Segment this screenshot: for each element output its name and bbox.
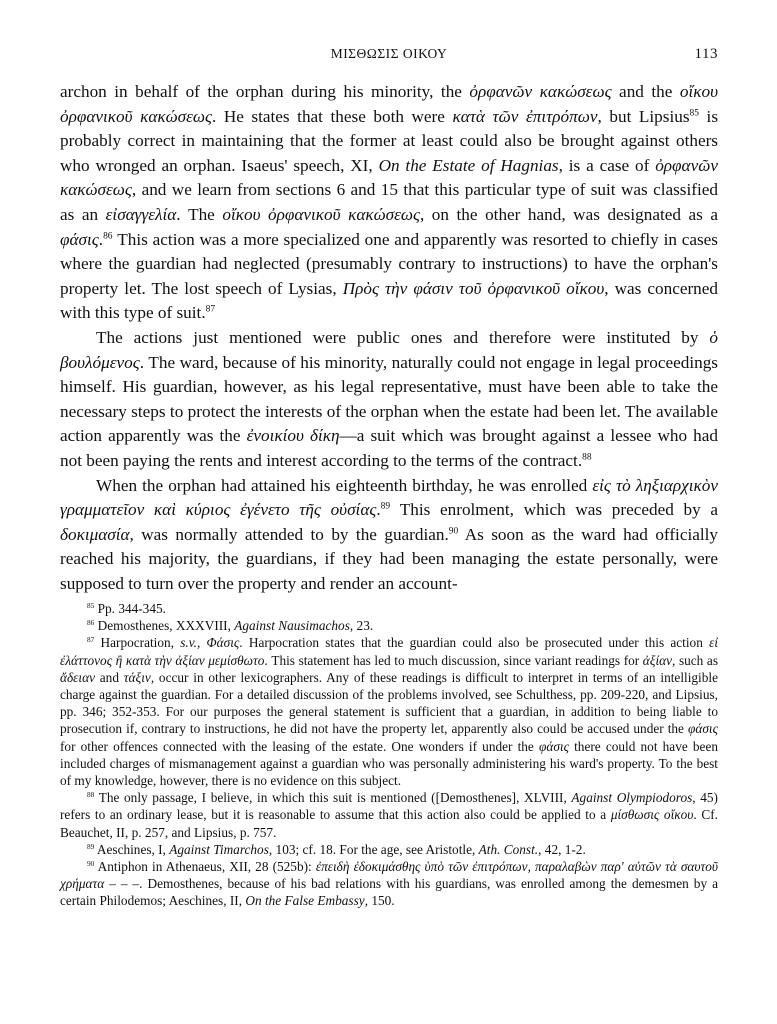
- footnote: [60, 634, 718, 789]
- italic-title: Against Nausimachos: [234, 618, 350, 634]
- text-run: .: [98, 229, 104, 249]
- footnote-ref: 86: [103, 230, 113, 241]
- text-run: , 103; cf. 18. For the age, see Aristotle,: [268, 841, 479, 857]
- text-run: .: [376, 500, 381, 520]
- text-run: Antiphon in Athenaeus, XII, 28 (525b):: [94, 859, 316, 875]
- text-run: there could not have been included charges of mismanagement against a guardian who was personally administering his ward's property. To the best of my knowledge, however, there is no evidence on this subject.: [60, 738, 718, 789]
- greek-term: ἄδειαν: [60, 669, 95, 685]
- paragraph: [60, 326, 718, 474]
- text-run: Pp. 344-345.: [94, 601, 166, 616]
- italic-term: s.v.: [180, 635, 197, 651]
- text-run: archon in behalf of the orphan during his minority, the: [60, 82, 470, 101]
- text-run: The actions just mentioned were public ones and therefore were instituted by: [96, 327, 710, 347]
- footnote: [60, 617, 718, 634]
- greek-term: κατὰ τῶν ἐπιτρόπων: [452, 106, 598, 126]
- greek-term: εἰς τὸ ληξιαρχικὸν γραμματεῖον καὶ κύριος ἐγένετο τῆς οὐσίας: [60, 475, 718, 520]
- text-run: This action was a more specialized one and apparently was resorted to chiefly in cases where the guardian had neglected (presumably contrary to instructions) to have the orphan's property let. The lost speech of Lysias,: [60, 229, 718, 298]
- text-run: , 23.: [349, 618, 374, 634]
- text-run: As soon as the ward had officially reached his majority, the guardians, if they had been managing the estate personally, were supposed to turn over the property and render an account-: [60, 524, 718, 593]
- paragraph: [60, 474, 718, 597]
- text-run: for other offences connected with the leasing of the estate. One wonders if under the: [60, 738, 539, 754]
- footnote-number: 89: [87, 841, 95, 851]
- footnote-number: 85: [87, 600, 95, 610]
- text-run: , occur in other lexicographers. Any of these readings is difficult to interpret in terms of an intelligible charge against the guardian. For a detailed discussion of the problems involved, see Schulthess, pp. 209-220, and Lipsius, pp. 346; 352-353. For our purposes the general statement is sufficient that a guardian, in addition to being liable to prosecution if, contrary to instructions, he did not have the property let, apparently also could be accused under the: [60, 669, 718, 737]
- main-text: [60, 80, 718, 596]
- text-run: , was normally attended to by the guardian.: [129, 524, 449, 544]
- text-run: . This statement has led to much discussion, since variant readings for: [264, 652, 643, 668]
- greek-term: ἐνοικίου δίκη: [246, 426, 340, 446]
- text-run: The only passage, I believe, in which this suit is mentioned ([Demosthenes], XLVIII,: [94, 790, 572, 806]
- footnote-number: 86: [87, 618, 95, 628]
- greek-term: ὁ βουλόμενος: [60, 327, 718, 372]
- italic-title: Against Olympiodoros: [571, 790, 693, 806]
- greek-term: ὀρφανῶν κακώσεως: [60, 155, 718, 200]
- text-run: , on the other hand, was designated as a: [419, 204, 718, 224]
- text-run: – – –. Demosthenes, because of his bad relations with his guardians, was enrolled among the demesmen by a certain Philodemos; Aeschines, II,: [60, 876, 718, 909]
- greek-term: μίσθωσις οἴκου: [610, 807, 694, 823]
- greek-term: Πρὸς τὴν φάσιν τοῦ ὀρφανικοῦ οἴκου: [342, 278, 605, 298]
- greek-term: εἰ ἐλάττονος ἢ κατὰ τὴν ἀξίαν μεμίσθωτο: [60, 635, 719, 668]
- italic-title: On the Estate of Hagnias: [378, 155, 559, 175]
- text-run: , is a case of: [558, 155, 656, 175]
- text-run: . The ward, because of his minority, naturally could not engage in legal proceedings himself. His guardian, however, as his legal representative, must have been able to take the necessary steps to protect the interests of the orphan when the estate had been let. The available action apparently was the: [60, 352, 718, 446]
- footnote: [60, 789, 718, 841]
- text-run: . He states that these both were: [211, 106, 453, 126]
- footnote-ref: 87: [205, 304, 216, 315]
- footnote: [60, 600, 718, 617]
- text-run: and: [94, 669, 124, 685]
- greek-term: εἰσαγγελία: [105, 204, 177, 224]
- running-header: [60, 46, 718, 68]
- text-run: , such as: [672, 652, 718, 668]
- text-run: , 42, 1-2.: [538, 841, 586, 857]
- italic-title: Against Timarchos: [169, 841, 269, 857]
- running-title: ΜΙΣΘΩΣΙΣ ΟΙΚΟΥ: [330, 46, 448, 61]
- paragraph: [60, 80, 718, 326]
- footnote-ref: 90: [448, 526, 459, 537]
- text-run: —a suit which was brought against a lessee who had not been paying the rents and interest according to the terms of the contract.: [60, 426, 718, 470]
- greek-term: ὀρφανῶν κακώσεως: [469, 82, 612, 101]
- italic-title: On the False Embassy: [245, 893, 365, 909]
- footnote-ref: 88: [582, 452, 592, 463]
- text-run: . Harpocration states that the guardian could also be prosecuted under this action: [239, 635, 710, 651]
- text-run: Aeschines, I,: [94, 841, 170, 857]
- footnote-ref: 89: [380, 501, 391, 512]
- footnotes: [60, 600, 718, 910]
- text-run: . The: [176, 204, 223, 224]
- footnote-number: 90: [87, 858, 95, 868]
- footnote-ref: 85: [689, 107, 699, 118]
- text-run: Harpocration,: [94, 635, 181, 651]
- greek-term: Φάσις: [206, 635, 240, 651]
- greek-term: φάσις: [688, 721, 718, 737]
- footnote-number: 88: [87, 790, 95, 800]
- greek-term: φάσις: [538, 738, 569, 754]
- greek-term: ἀξίαν: [642, 652, 673, 668]
- page-number: 113: [694, 46, 718, 62]
- text-run: When the orphan had attained his eighteenth birthday, he was enrolled: [96, 475, 593, 495]
- footnote: [60, 858, 718, 910]
- text-run: and the: [611, 82, 680, 101]
- text-run: Demosthenes, XXXVIII,: [94, 618, 235, 634]
- text-run: is probably correct in maintaining that the former at least could also be brought against others who wronged an orphan. Isaeus' speech, XI,: [60, 106, 719, 175]
- text-run: , 150.: [364, 893, 395, 909]
- text-run: . Cf. Beauchet, II, p. 257, and Lipsius, p. 757.: [60, 807, 718, 840]
- greek-term: ἐπειδὴ ἐδοκιμάσθης ὑπὸ τῶν ἐπιτρόπων, παραλαβὼν παρ' αὐτῶν τὰ σαυτοῦ χρήματα: [60, 859, 718, 892]
- text-run: , 45) refers to an ordinary lease, but it is reasonable to assume that this action also could be applied to a: [60, 790, 718, 823]
- greek-term: φάσις: [60, 229, 99, 249]
- italic-title: Ath. Const.: [478, 841, 539, 857]
- footnote: [60, 841, 718, 858]
- text-run: ,: [196, 635, 207, 651]
- text-run: , and we learn from sections 6 and 15 that this particular type of suit was classified as an: [60, 180, 718, 224]
- text-run: , but Lipsius: [597, 106, 690, 126]
- greek-term: τάξιν: [123, 669, 151, 685]
- footnote-number: 87: [87, 635, 95, 645]
- text-run: , was concerned with this type of suit.: [60, 278, 719, 323]
- text-run: This enrolment, which was preceded by a: [390, 500, 718, 520]
- greek-term: δοκιμασία: [60, 524, 130, 544]
- greek-term: οἴκου ὀρφανικοῦ κακώσεως: [60, 82, 718, 126]
- greek-term: οἴκου ὀρφανικοῦ κακώσεως: [222, 204, 420, 224]
